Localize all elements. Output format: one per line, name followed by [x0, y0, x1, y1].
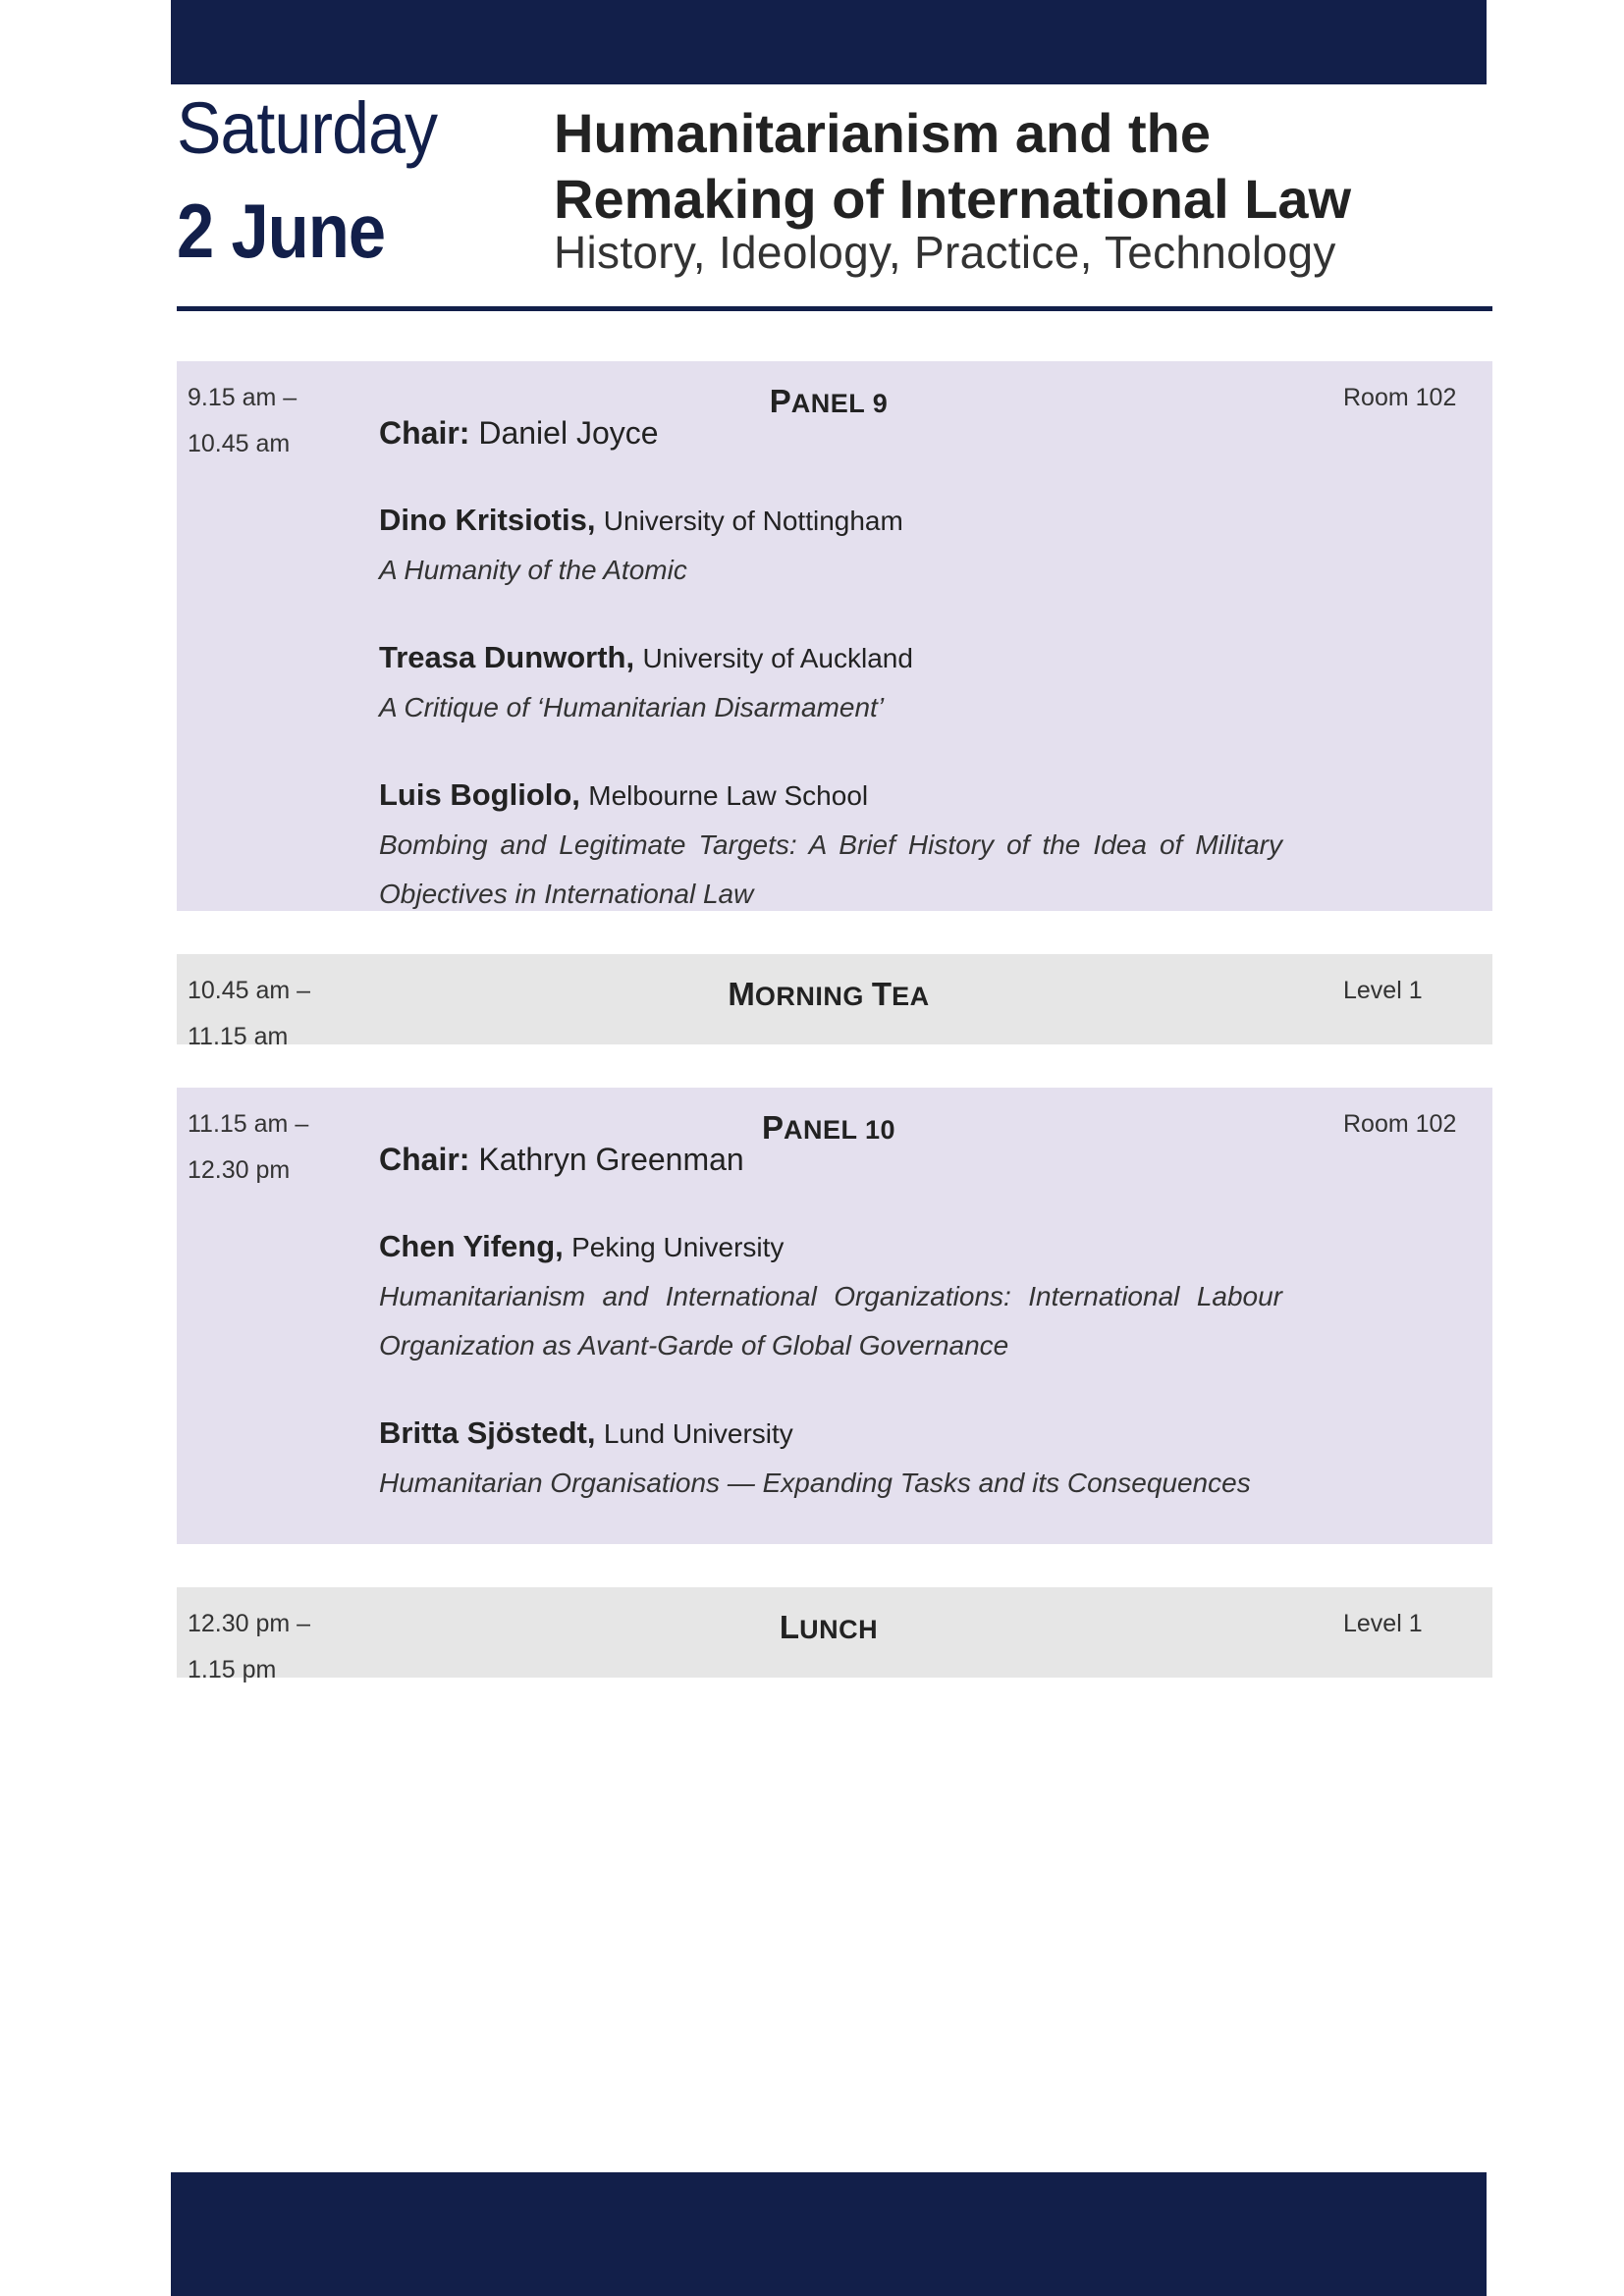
paper-title: Humanitarianism and International Organizations: International Labour Organization as Avant-Garde of Global Governance [379, 1281, 1282, 1361]
date-label: 2 June [177, 187, 386, 274]
chair-line [379, 1135, 1282, 1184]
heading-rest: EA [892, 982, 930, 1011]
heading-initial: M [728, 976, 755, 1012]
session-room: Room 102 [1343, 1110, 1457, 1138]
conference-subtitle: History, Ideology, Practice, Technology [554, 227, 1336, 278]
presenter-line [379, 771, 1282, 821]
session-content [379, 1135, 1282, 1508]
presenter [379, 771, 1282, 919]
time-start: 9.15 am – [188, 384, 298, 411]
presenter [379, 1409, 1282, 1508]
presenter-line [379, 1222, 1282, 1272]
session-heading [177, 976, 1481, 1013]
top-banner [171, 0, 1487, 84]
presenter [379, 496, 1282, 595]
presenter-affiliation: Peking University [571, 1232, 785, 1262]
heading-rest: UNCH [799, 1615, 879, 1644]
heading-rest: ANEL 9 [790, 389, 889, 418]
time-end: 12.30 pm [188, 1156, 291, 1184]
presenter-line [379, 633, 1282, 683]
session-panel-10 [177, 1088, 1492, 1544]
title-line-2: Remaking of International Law [554, 168, 1352, 230]
paper-title: A Humanity of the Atomic [379, 555, 687, 585]
presenter-line [379, 1409, 1282, 1459]
presenter-name: Britta Sjöstedt, [379, 1415, 596, 1450]
presenter-affiliation: University of Nottingham [603, 506, 903, 536]
presenter-affiliation: Lund University [603, 1418, 793, 1449]
chair-name: Kathryn Greenman [478, 1142, 744, 1177]
chair-line [379, 408, 1282, 457]
session-morning-tea [177, 954, 1492, 1050]
presenter-name: Dino Kritsiotis, [379, 503, 596, 537]
chair-name: Daniel Joyce [478, 415, 659, 451]
presenter-name: Chen Yifeng, [379, 1229, 564, 1263]
presenter [379, 633, 1282, 732]
conference-title [554, 100, 1467, 232]
presenter-affiliation: University of Auckland [642, 643, 913, 673]
heading-rest: ANEL 10 [783, 1115, 896, 1145]
chair-label: Chair: [379, 415, 470, 451]
presenter [379, 1222, 1282, 1370]
heading-initial: L [779, 1609, 800, 1645]
presenter-line [379, 496, 1282, 546]
time-end: 11.15 am [188, 1023, 289, 1050]
time-start: 10.45 am – [188, 977, 311, 1004]
presenter-affiliation: Melbourne Law School [588, 780, 869, 811]
time-start: 11.15 am – [188, 1110, 309, 1138]
time-end: 10.45 am [188, 430, 291, 457]
session-room: Room 102 [1343, 384, 1457, 411]
day-label: Saturday [177, 87, 438, 169]
paper-title: A Critique of ‘Humanitarian Disarmament’ [379, 692, 885, 722]
heading-initial: P [769, 383, 791, 419]
header-divider [177, 306, 1492, 311]
heading-rest: ORNING [754, 982, 872, 1011]
paper-title: Bombing and Legitimate Targets: A Brief History of the Idea of Military Objectives in International Law [379, 829, 1282, 909]
title-line-1: Humanitarianism and the [554, 102, 1212, 164]
time-start: 12.30 pm – [188, 1610, 311, 1637]
paper-title: Humanitarian Organisations — Expanding Tasks and its Consequences [379, 1468, 1251, 1498]
session-lunch [177, 1587, 1492, 1683]
session-panel-9 [177, 361, 1492, 911]
session-room: Level 1 [1343, 977, 1423, 1004]
heading-initial: T [871, 976, 893, 1012]
bottom-banner [171, 2172, 1487, 2296]
presenter-name: Treasa Dunworth, [379, 640, 635, 674]
session-content [379, 408, 1282, 919]
time-end: 1.15 pm [188, 1656, 277, 1683]
presenter-name: Luis Bogliolo, [379, 777, 580, 812]
session-room: Level 1 [1343, 1610, 1423, 1637]
heading-initial: P [761, 1109, 784, 1146]
chair-label: Chair: [379, 1142, 470, 1177]
session-heading [177, 1609, 1481, 1646]
